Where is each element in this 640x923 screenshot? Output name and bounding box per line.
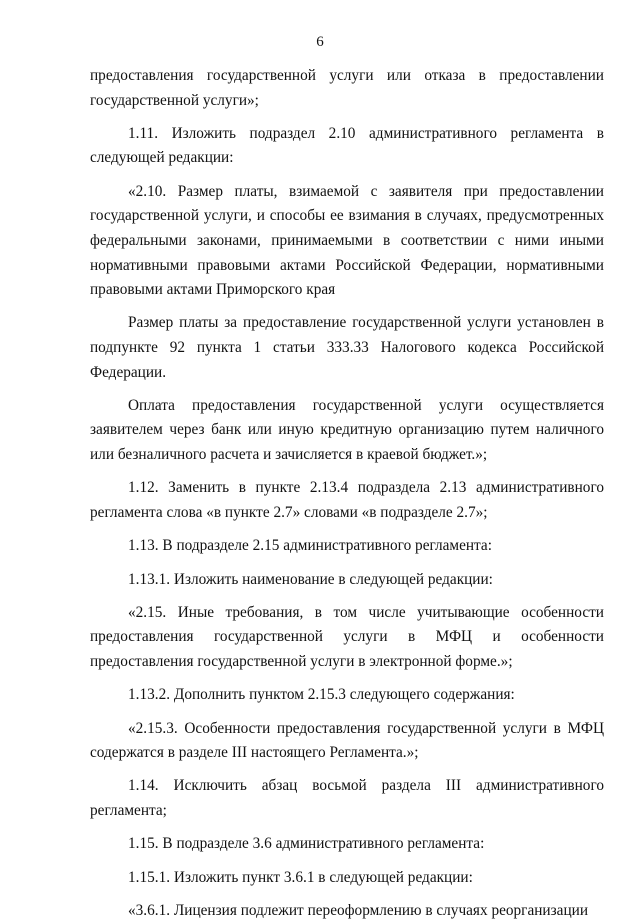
- paragraph-item-1-15-1: 1.15.1. Изложить пункт 3.6.1 в следующей редакции:: [128, 868, 473, 886]
- paragraph-item-1-14: 1.14. Исключить абзац восьмой раздела III административного регламента;: [90, 777, 604, 819]
- paragraph-fee-amount: Размер платы за предоставление государственной услуги установлен в подпункте 92 пункта 1 статьи 333.33 Налогового кодекса Российской Федерации.: [90, 314, 604, 381]
- paragraph-quote-3-6-1: «3.6.1. Лицензия подлежит переоформлению в случаях реорганизации: [128, 901, 589, 919]
- paragraph-item-1-13-1: 1.13.1. Изложить наименование в следующей редакции:: [128, 570, 493, 588]
- paragraph-quote-2-15: «2.15. Иные требования, в том числе учитывающие особенности предоставления государственной услуги в МФЦ и особенности предоставления государственной услуги в электронной форме.»;: [90, 603, 604, 670]
- paragraph-item-1-15: 1.15. В подразделе 3.6 административного регламента:: [128, 835, 485, 853]
- paragraph-payment: Оплата предоставления государственной услуги осуществляется заявителем через банк или иную кредитную организацию путем наличного или безналичного расчета и зачисляется в краевой бюджет.»;: [90, 396, 604, 464]
- paragraph-item-1-13: 1.13. В подразделе 2.15 административного регламента:: [128, 537, 492, 555]
- paragraph-item-1-11: 1.11. Изложить подраздел 2.10 административного регламента в следующей редакции:: [90, 124, 604, 167]
- paragraph-item-1-13-2: 1.13.2. Дополнить пунктом 2.15.3 следующего содержания:: [128, 686, 515, 704]
- document-body: [90, 64, 604, 923]
- paragraph-continuation: предоставления государственной услуги или отказа в предоставлении государственной услуги»;: [90, 67, 604, 109]
- paragraph-quote-2-10: «2.10. Размер платы, взимаемой с заявителя при предоставлении государственной услуги, и способы ее взимания в случаях, предусмотренных федеральными законами, принимаемыми в соответствии с ними иными нормативными правовыми актами Российской Федерации, нормативными правовыми актами Приморского края: [90, 182, 604, 299]
- page-number: 6: [316, 34, 324, 50]
- paragraph-quote-2-15-3: «2.15.3. Особенности предоставления государственной услуги в МФЦ содержатся в разделе III настоящего Регламента.»;: [90, 719, 604, 762]
- paragraph-item-1-12: 1.12. Заменить в пункте 2.13.4 подраздела 2.13 административного регламента слова «в пункте 2.7» словами «в подразделе 2.7»;: [90, 479, 604, 521]
